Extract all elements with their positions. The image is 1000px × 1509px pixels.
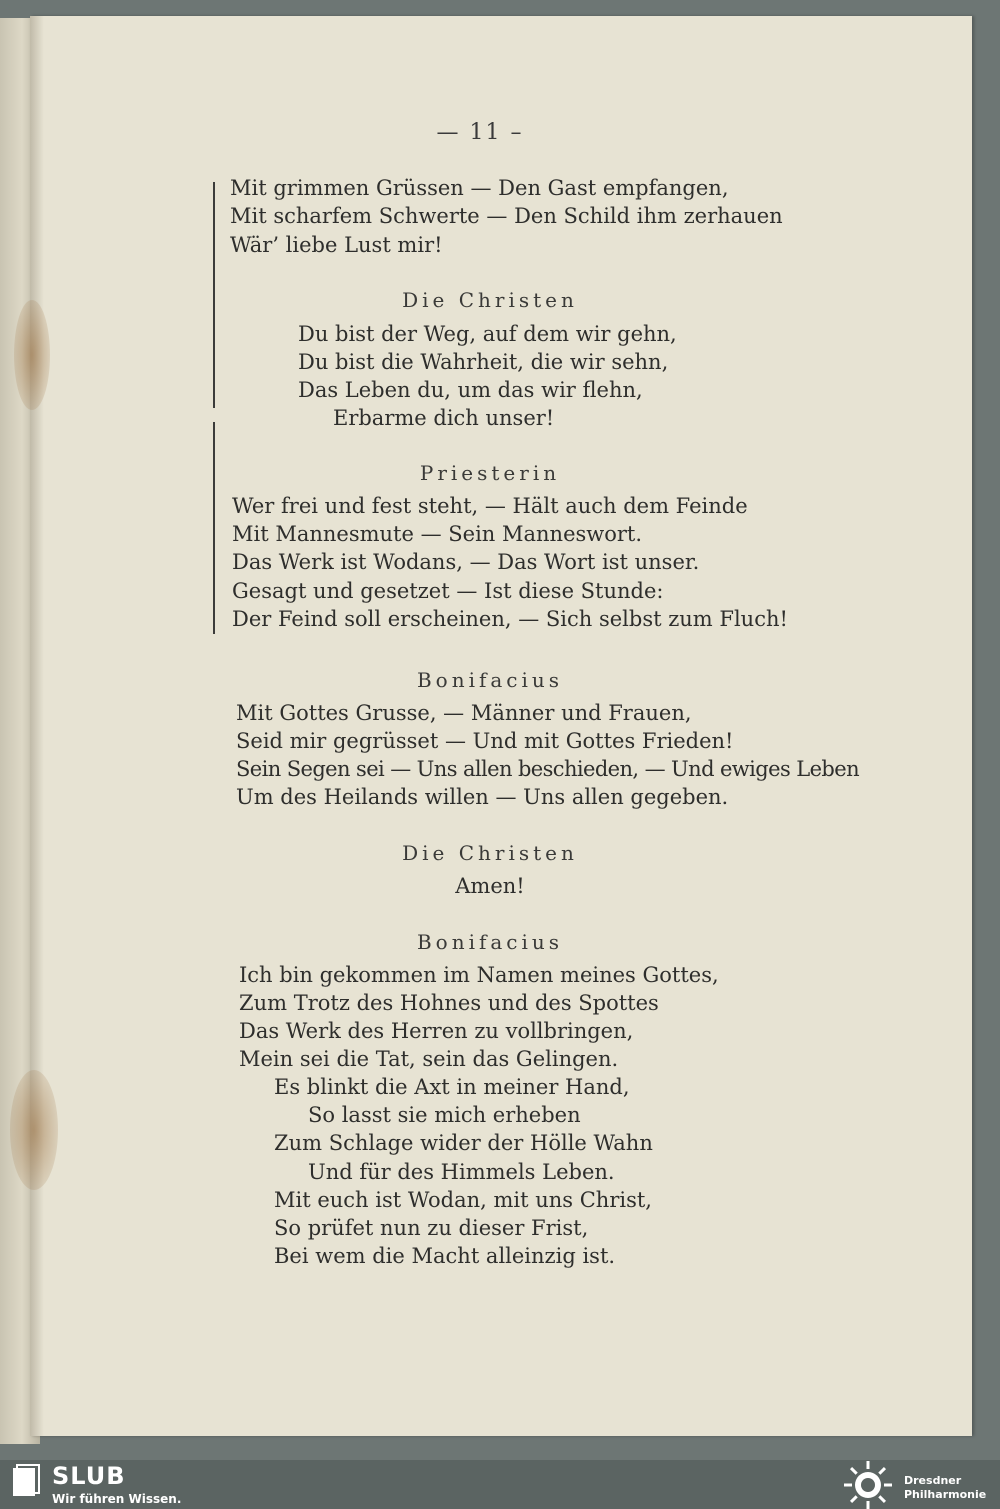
verse-line: Das Leben du, um das wir flehn, (298, 378, 643, 402)
slub-wordmark: SLUB (52, 1462, 126, 1490)
speaker-heading: Bonifacius (416, 668, 564, 692)
verse-line: Mit scharfem Schwerte — Den Schild ihm zerhauen (230, 204, 783, 228)
speaker-heading: Priesterin (419, 461, 561, 485)
verse-line: Bei wem die Macht alleinzig ist. (274, 1244, 616, 1268)
verse-line: Mit Gottes Grusse, — Männer und Frauen, (236, 701, 692, 725)
philharmonie-name-line2: Philharmonie (904, 1488, 987, 1501)
speaker-heading: Die Christen (402, 841, 578, 865)
verse-line: Seid mir gegrüsset — Und mit Gottes Frieden! (236, 729, 734, 753)
stain-mark (10, 1070, 58, 1190)
verse-line: Es blinkt die Axt in meiner Hand, (274, 1075, 630, 1099)
verse-line: Das Werk ist Wodans, — Das Wort ist unser. (232, 550, 700, 574)
verse-line: Zum Trotz des Hohnes und des Spottes (239, 991, 659, 1015)
verse-line: Um des Heilands willen — Uns allen gegeben. (236, 785, 729, 809)
verse-line: Mit Mannesmute — Sein Manneswort. (232, 522, 643, 546)
verse-line: Und für des Himmels Leben. (308, 1160, 615, 1184)
verse-line: Erbarme dich unser! (333, 406, 555, 430)
slub-logo-icon (10, 1464, 42, 1498)
bracket-lower (213, 422, 215, 634)
page-number: — 11 – (436, 120, 524, 145)
speaker-heading: Bonifacius (416, 930, 564, 954)
verse-line: Der Feind soll erscheinen, — Sich selbst zum Fluch! (232, 607, 788, 631)
verse-line-centered: Amen! (455, 874, 525, 898)
speaker-heading: Die Christen (402, 288, 578, 312)
stain-mark (14, 300, 50, 410)
verse-line: Mein sei die Tat, sein das Gelingen. (239, 1047, 619, 1071)
verse-line: So lasst sie mich erheben (308, 1103, 581, 1127)
verse-line: Wer frei und fest steht, — Hält auch dem Feinde (232, 494, 748, 518)
verse-line: Du bist die Wahrheit, die wir sehn, (298, 350, 669, 374)
verse-line: Du bist der Weg, auf dem wir gehn, (298, 322, 677, 346)
verse-line: Mit euch ist Wodan, mit uns Christ, (274, 1188, 652, 1212)
slub-tagline: Wir führen Wissen. (52, 1492, 182, 1506)
verse-line: So prüfet nun zu dieser Frist, (274, 1216, 589, 1240)
philharmonie-logo-icon (842, 1461, 894, 1509)
verse-line: Das Werk des Herren zu vollbringen, (239, 1019, 634, 1043)
page-gutter-shadow (30, 16, 44, 1436)
verse-line: Gesagt und gesetzet — Ist diese Stunde: (232, 579, 664, 603)
verse-line: Sein Segen sei — Uns allen beschieden, — Und ewiges Leben (236, 757, 859, 781)
verse-line: Wär’ liebe Lust mir! (230, 233, 443, 257)
verse-line: Ich bin gekommen im Namen meines Gottes, (239, 963, 719, 987)
philharmonie-name-line1: Dresdner (904, 1474, 962, 1487)
verse-line: Zum Schlage wider der Hölle Wahn (274, 1131, 653, 1155)
verse-line: Mit grimmen Grüssen — Den Gast empfangen, (230, 176, 729, 200)
